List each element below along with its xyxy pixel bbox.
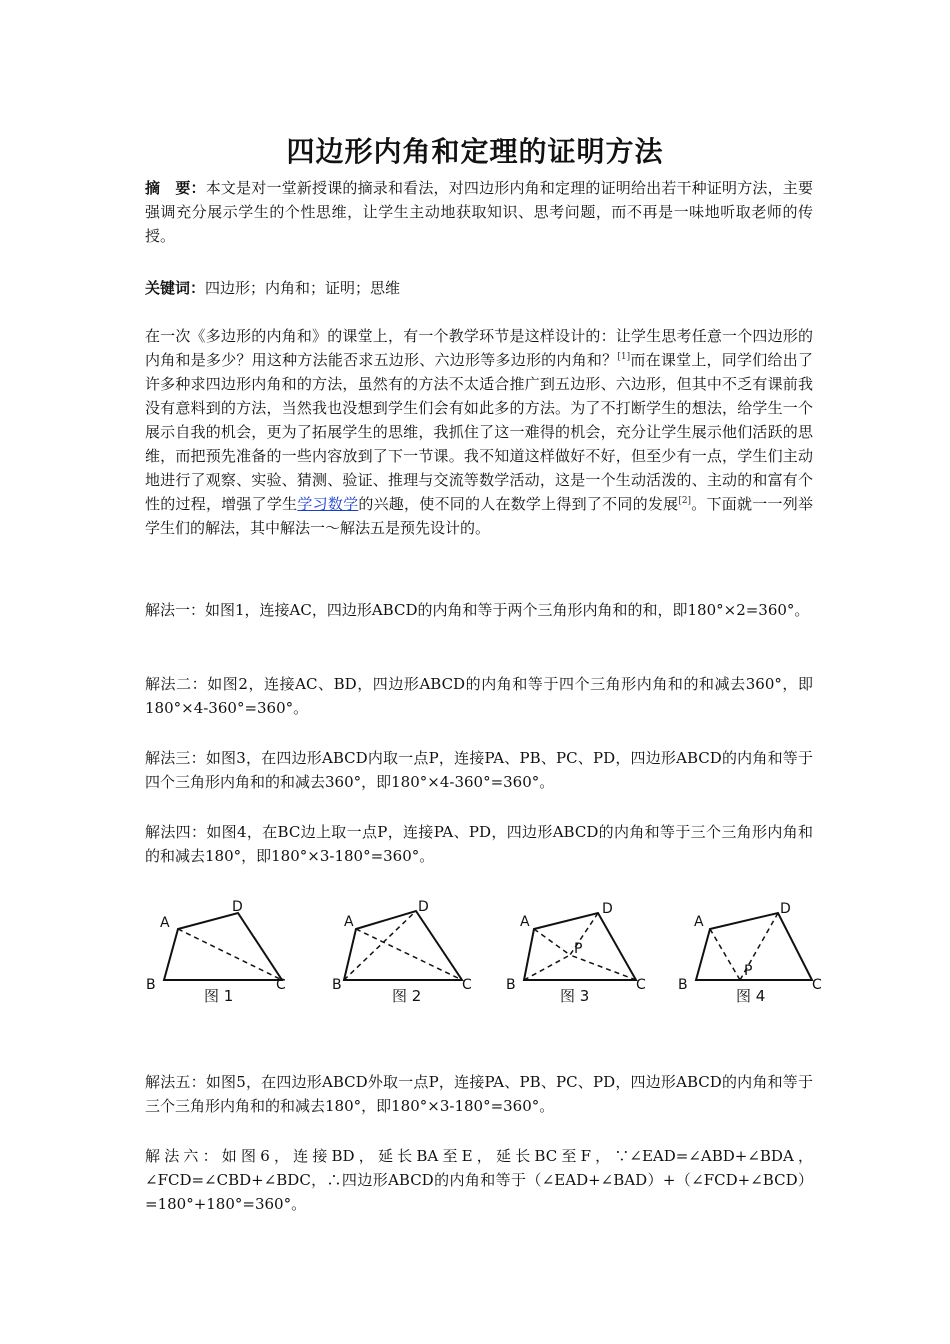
vertex-b-label: B	[332, 977, 342, 993]
segment-pc	[570, 955, 636, 980]
intro-text-3: 的兴趣，使不同的人在数学上得到了不同的发展	[358, 495, 679, 513]
intro-paragraph	[145, 324, 813, 540]
vertex-b-label: B	[146, 977, 156, 993]
figure-2-caption: 图 2	[392, 987, 422, 1005]
vertex-a-label: A	[160, 915, 170, 931]
segment-pa	[710, 929, 740, 980]
vertex-b-label: B	[678, 977, 688, 993]
point-p-label: P	[744, 963, 753, 979]
figure-4	[674, 895, 844, 1015]
vertex-a-label: A	[344, 914, 354, 930]
figure-4-diagram	[674, 895, 844, 1015]
keywords-text: 四边形；内角和；证明；思维	[205, 279, 401, 297]
vertex-d-label: D	[602, 901, 613, 917]
figure-3-caption: 图 3	[560, 987, 590, 1005]
figure-1-diagram	[140, 895, 310, 1015]
segment-pa	[534, 929, 570, 955]
intro-text-2: 而在课堂上，同学们给出了许多种求四边形内角和的方法，虽然有的方法不太适合推广到五边形、六边形，但其中不乏有课前我没有意料到的方法，当然我也没想到学生们会有如此多的方法。为了不打断学生的想法，给学生一个展示自我的机会，更为了拓展学生的思维，我抓住了这一难得的机会，充分让学生展示他们活跃的思维，而把预先准备的一些内容放到了下一节课。我不知道这样做好不好，但至少有一点，学生们主动地进行了观察、实验、猜测、验证、推理与交流等数学活动，这是一个生动活泼的、主动的和富有个性的过程，增强了学生	[145, 351, 813, 513]
reference-2[interactable]: [2]	[678, 496, 692, 506]
figure-3	[502, 895, 672, 1015]
quadrilateral-abcd	[344, 911, 462, 980]
figure-row	[140, 895, 830, 1015]
method-2-paragraph: 解法二：如图2，连接AC、BD，四边形ABCD的内角和等于四个三角形内角和的和减去360°，即180°×4-360°=360°。	[145, 675, 813, 717]
learn-math-link[interactable]: 学习数学	[297, 495, 359, 513]
vertex-b-label: B	[506, 977, 516, 993]
reference-1[interactable]: [1]	[617, 352, 631, 362]
vertex-a-label: A	[694, 914, 704, 930]
method-1-paragraph: 解法一：如图1，连接AC，四边形ABCD的内角和等于两个三角形内角和的和，即180°×2=360°。	[145, 601, 810, 619]
point-p-label: P	[574, 941, 583, 957]
figure-4-caption: 图 4	[736, 987, 766, 1005]
method-5-paragraph: 解法五：如图5，在四边形ABCD外取一点P，连接PA、PB、PC、PD，四边形ABCD的内角和等于三个三角形内角和的和减去180°，即180°×3-180°=360°。	[145, 1073, 813, 1115]
figure-2	[330, 895, 500, 1015]
quadrilateral-abcd	[696, 913, 812, 980]
figure-3-diagram	[502, 895, 672, 1015]
abstract-label: 摘 要：	[145, 179, 206, 197]
method-4-paragraph: 解法四：如图4，在BC边上取一点P，连接PA、PD，四边形ABCD的内角和等于三个三角形内角和的和减去180°，即180°×3-180°=360°。	[145, 823, 813, 865]
method-6-paragraph: 解法六：如图6，连接BD，延长BA至E，延长BC至F，∵∠EAD=∠ABD+∠BDA，∠FCD=∠CBD+∠BDC，∴四边形ABCD的内角和等于（∠EAD+∠BAD）+（∠FCD+∠BCD）=180°+180°=360°。	[145, 1147, 813, 1213]
vertex-c-label: C	[276, 977, 286, 993]
keywords-paragraph	[145, 276, 813, 300]
method-3-paragraph: 解法三：如图3，在四边形ABCD内取一点P，连接PA、PB、PC、PD，四边形ABCD的内角和等于四个三角形内角和的和减去360°，即180°×4-360°=360°。	[145, 749, 813, 791]
vertex-c-label: C	[462, 977, 472, 993]
figure-1	[140, 895, 310, 1015]
vertex-d-label: D	[232, 899, 243, 915]
vertex-c-label: C	[812, 977, 822, 993]
vertex-d-label: D	[418, 899, 429, 915]
vertex-a-label: A	[520, 914, 530, 930]
vertex-d-label: D	[780, 901, 791, 917]
segment-pb	[524, 955, 570, 980]
abstract-text: 本文是对一堂新授课的摘录和看法，对四边形内角和定理的证明给出若干种证明方法，主要强调充分展示学生的个性思维，让学生主动地获取知识、思考问题，而不再是一味地听取老师的传授。	[145, 179, 813, 245]
figure-2-diagram	[330, 895, 500, 1015]
page-title: 四边形内角和定理的证明方法	[286, 135, 664, 168]
vertex-c-label: C	[636, 977, 646, 993]
abstract-paragraph	[145, 176, 813, 248]
intro-text-1: 在一次《多边形的内角和》的课堂上，有一个教学环节是这样设计的：让学生思考任意一个四边形的内角和是多少？用这种方法能否求五边形、六边形等多边形的内角和？	[145, 327, 813, 369]
keywords-label: 关键词：	[145, 279, 206, 297]
intro-text-4: 。下面就一一列举学生们的解法，其中解法一～解法五是预先设计的。	[145, 495, 813, 537]
figure-1-caption: 图 1	[204, 987, 234, 1005]
quadrilateral-abcd	[164, 913, 282, 980]
